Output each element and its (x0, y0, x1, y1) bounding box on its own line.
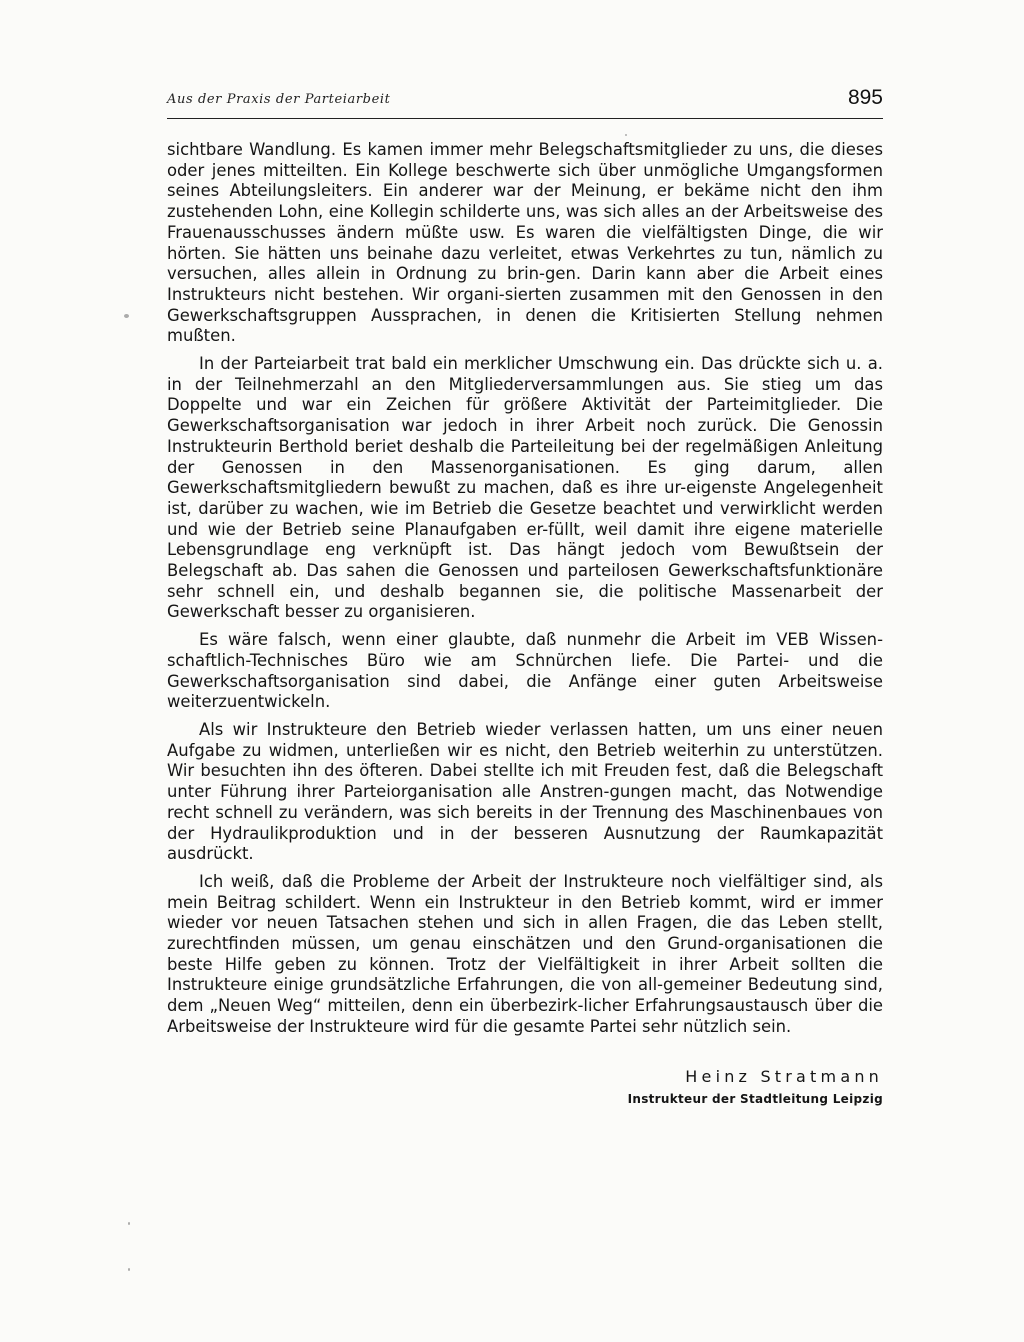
page-number: 895 (847, 86, 883, 109)
paragraph: Ich weiß, daß die Probleme der Arbeit der Instrukteure noch vielfältiger sind, als mein Beitrag schildert. Wenn ein Instrukteur in den Betrieb kommt, wird er immer wieder vor neuen Tatsachen stehen und sich in allen Fragen, die das Leben stellt, zurechtfinden müssen, um genau einschätzen und den Grund-organisationen die beste Hilfe geben zu können. Trotz der Vielfältigkeit in ihrer Arbeit sollten die Instrukteure einige grundsätzliche Erfahrungen, die von all-gemeiner Bedeutung sind, dem „Neuen Weg“ mitteilen, denn ein überbezirk-licher Erfahrungsaustausch über die Arbeitsweise der Instrukteure wird für die gesamte Partei sehr nützlich sein. (167, 871, 883, 1036)
author-role: Instrukteur der Stadtleitung Leipzig (627, 1092, 883, 1106)
author-signature (628, 1066, 883, 1106)
scan-speck (124, 314, 129, 318)
paragraph: Es wäre falsch, wenn einer glaubte, daß nunmehr die Arbeit im VEB Wissen-schaftlich-Technisches Büro wie am Schnürchen liefe. Die Partei- und die Gewerkschaftsorganisation sind dabei, die Anfänge einer guten Arbeitsweise weiterzuentwickeln. (167, 630, 883, 712)
paragraph: In der Parteiarbeit trat bald ein merklicher Umschwung ein. Das drückte sich u. a. in der Teilnehmerzahl an den Mitgliederversammlungen aus. Sie stieg um das Doppelte und war ein Zeichen für größere Aktivität der Parteimitglieder. Die Gewerkschaftsorganisation war jedoch in ihrer Arbeit noch zurück. Die Genossin Instrukteurin Berthold beriet deshalb die Parteileitung bei der regelmäßigen Anleitung der Genossen in den Massenorganisationen. Es ging darum, allen Gewerkschaftsmitgliedern bewußt zu machen, daß es ihre ur-eigenste Angelegenheit ist, darüber zu wachen, wie im Betrieb die Gesetze beachtet und verwirklicht werden und wie der Betrieb seine Planaufgaben er-füllt, weil damit ihre eigene materielle Lebensgrundlage eng verknüpft ist. Das hängt jedoch vom Bewußtsein der Belegschaft ab. Das sahen die Genossen und parteilosen Gewerkschaftsfunktionäre sehr schnell ein, und deshalb begannen sie, die politische Massenarbeit der Gewerkschaft besser zu organisieren. (167, 354, 883, 622)
header-title: Aus der Praxis der Parteiarbeit (167, 92, 391, 107)
scan-speck (128, 1222, 130, 1225)
scan-speck (625, 134, 627, 136)
running-header (167, 84, 883, 119)
article-body (167, 140, 883, 1045)
paragraph: sichtbare Wandlung. Es kamen immer mehr Belegschaftsmitglieder zu uns, die dieses oder jenes mitteilten. Ein Kollege beschwerte sich über unmögliche Umgangsformen seines Abteilungsleiters. Ein anderer war der Meinung, er bekäme nicht den ihm zustehenden Lohn, eine Kollegin schilderte uns, was sich alles an der Arbeitsweise des Frauenausschusses ändern müßte usw. Es waren die vielfältigsten Dinge, die wir hörten. Sie hätten uns beinahe dazu verleitet, etwas Verkehrtes zu tun, nämlich zu versuchen, alles allein in Ordnung zu brin-gen. Darin kann aber die Arbeit eines Instrukteurs nicht bestehen. Wir organi-sierten zusammen mit den Genossen in den Gewerkschaftsgruppen Aussprachen, in denen die Kritisierten Stellung nehmen mußten. (167, 140, 883, 346)
scan-speck (128, 1268, 130, 1271)
paragraph: Als wir Instrukteure den Betrieb wieder verlassen hatten, um uns einer neuen Aufgabe zu widmen, unterließen wir es nicht, den Betrieb weiterhin zu unterstützen. Wir besuchten ihn des öfteren. Dabei stellte ich mit Freuden fest, daß die Belegschaft unter Führung ihrer Parteiorganisation alle Anstren-gungen macht, das Notwendige recht schnell zu verändern, was sich bereits in der Trennung des Maschinenbaues von der Hydraulikproduktion und in der besseren Ausnutzung der Raumkapazität ausdrückt. (167, 719, 883, 864)
author-name: Heinz Stratmann (685, 1067, 883, 1086)
